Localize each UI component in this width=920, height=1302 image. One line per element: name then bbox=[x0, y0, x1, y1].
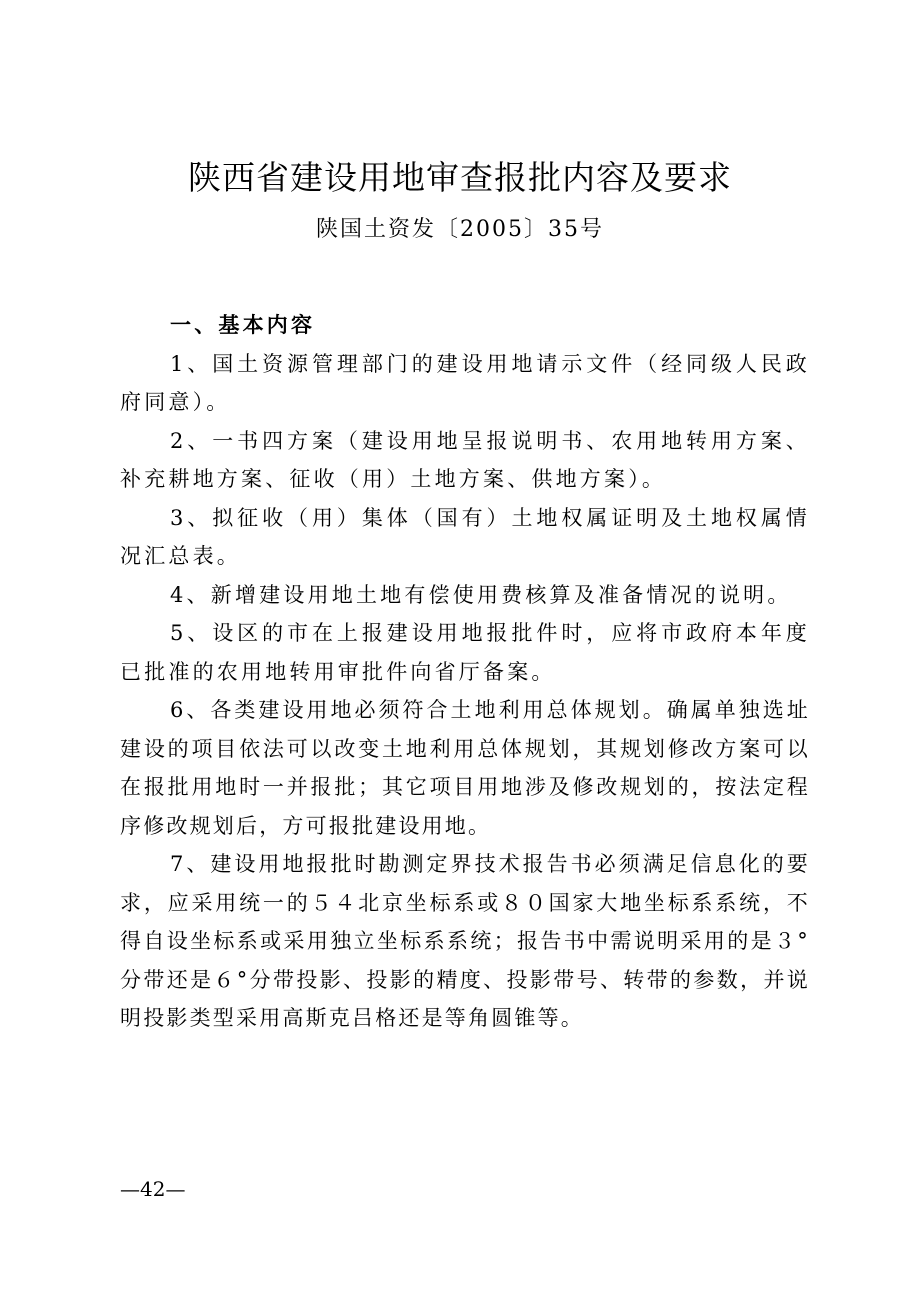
list-item-2: 2、一书四方案（建设用地呈报说明书、农用地转用方案、补充耕地方案、征收（用）土地方案、供地方案）。 bbox=[120, 428, 810, 491]
list-item-3: 3、拟征收（用）集体（国有）土地权属证明及土地权属情况汇总表。 bbox=[120, 505, 810, 568]
document-number: 陕国土资发〔2005〕35号 bbox=[316, 217, 604, 242]
page-number: —42— bbox=[120, 1177, 186, 1201]
list-item-4: 4、新增建设用地土地有偿使用费核算及准备情况的说明。 bbox=[170, 582, 792, 607]
list-item-7: 7、建设用地报批时勘测定界技术报告书必须满足信息化的要求，应采用统一的５４北京坐标系或８０国家大地坐标系系统，不得自设坐标系或采用独立坐标系系统；报告书中需说明采用的是３°分带还是６°分带投影、投影的精度、投影带号、转带的参数，并说明投影类型采用高斯克吕格还是等角圆锥等。 bbox=[120, 852, 810, 1030]
document-body bbox=[120, 306, 810, 1038]
list-item-1: 1、国土资源管理部门的建设用地请示文件（经同级人民政府同意）。 bbox=[120, 351, 810, 414]
list-item-6: 6、各类建设用地必须符合土地利用总体规划。确属单独选址建设的项目依法可以改变土地利用总体规划，其规划修改方案可以在报批用地时一并报批；其它项目用地涉及修改规划的，按法定程序修改规划后，方可报批建设用地。 bbox=[120, 698, 810, 838]
document-title: 陕西省建设用地审查报批内容及要求 bbox=[188, 158, 732, 197]
section-heading: 一、基本内容 bbox=[170, 313, 316, 337]
list-item-5: 5、设区的市在上报建设用地报批件时，应将市政府本年度已批准的农用地转用审批件向省厅备案。 bbox=[120, 621, 810, 684]
